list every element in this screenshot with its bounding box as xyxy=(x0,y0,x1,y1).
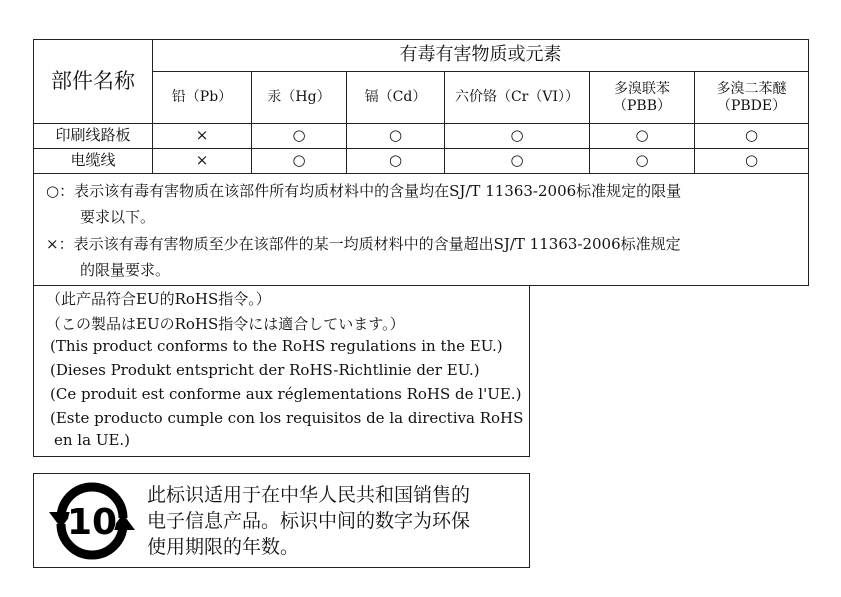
table-cell: ○ xyxy=(252,124,347,149)
efup-description xyxy=(147,482,527,560)
row-part-name: 电缆线 xyxy=(34,149,153,174)
table-cell: ○ xyxy=(252,149,347,174)
table-cell: ○ xyxy=(347,124,445,149)
note-circle-line1: ○：表示该有毒有害物质在该部件所有均质材料中的含量均在SJ/T 11363-2006标准规定的限量 xyxy=(46,182,682,200)
note-cross-line2: 的限量要求。 xyxy=(80,261,171,279)
efup-line-2: 电子信息产品。标识中间的数字为环保 xyxy=(147,510,471,532)
row-part-name: 印刷线路板 xyxy=(34,124,153,149)
note-cross-line1: ×：表示该有毒有害物质至少在该部件的某一均质材料中的含量超出SJ/T 11363-2006标准规定 xyxy=(46,235,681,253)
hazardous-substance-table xyxy=(33,39,809,174)
table-cell: ○ xyxy=(445,124,590,149)
rohs-statement-de: (Dieses Produkt entspricht der RoHS-Richtlinie der EU.) xyxy=(50,361,480,379)
rohs-statement-ja: （この製品はEUのRoHS指令には適合しています。） xyxy=(46,315,405,333)
table-cell: ○ xyxy=(695,124,809,149)
table-cell: ○ xyxy=(590,149,695,174)
rohs-statement-fr: (Ce produit est conforme aux réglementations RoHS de l'UE.) xyxy=(50,385,522,403)
legend-notes xyxy=(33,172,809,286)
rohs-compliance-statements xyxy=(33,285,530,457)
table-cell: ○ xyxy=(445,149,590,174)
table-cell: × xyxy=(153,149,252,174)
efup-label-box xyxy=(33,473,530,568)
efup-line-3: 使用期限的年数。 xyxy=(147,536,300,558)
substance-header-pbde: 多溴二苯醚 （PBDE） xyxy=(695,72,809,124)
table-row xyxy=(34,124,809,149)
efup-logo-number: 10 xyxy=(66,502,118,543)
substance-header-cd: 镉（Cd） xyxy=(347,72,445,124)
substance-group-header: 有毒有害物质或元素 xyxy=(153,40,809,72)
table-cell: × xyxy=(153,124,252,149)
rohs-statement-es: (Este producto cumple con los requisitos de la directiva RoHS xyxy=(50,409,524,427)
table-cell: ○ xyxy=(347,149,445,174)
table-cell: ○ xyxy=(695,149,809,174)
efup-10-year-logo-icon xyxy=(47,482,137,560)
substance-header-pb: 铅（Pb） xyxy=(153,72,252,124)
substance-header-cr6: 六价铬（Cr（VI）） xyxy=(445,72,590,124)
efup-line-1: 此标识适用于在中华人民共和国销售的 xyxy=(147,484,471,506)
rohs-statement-es-cont: en la UE.) xyxy=(54,431,131,449)
note-circle-line2: 要求以下。 xyxy=(80,208,156,226)
substance-header-pbb: 多溴联苯 （PBB） xyxy=(590,72,695,124)
substance-header-hg: 汞（Hg） xyxy=(252,72,347,124)
table-cell: ○ xyxy=(590,124,695,149)
rohs-statement-en: (This product conforms to the RoHS regulations in the EU.) xyxy=(50,337,503,355)
table-row xyxy=(34,149,809,174)
part-name-header: 部件名称 xyxy=(34,40,153,124)
rohs-statement-zh: （此产品符合EU的RoHS指令。） xyxy=(46,290,271,308)
